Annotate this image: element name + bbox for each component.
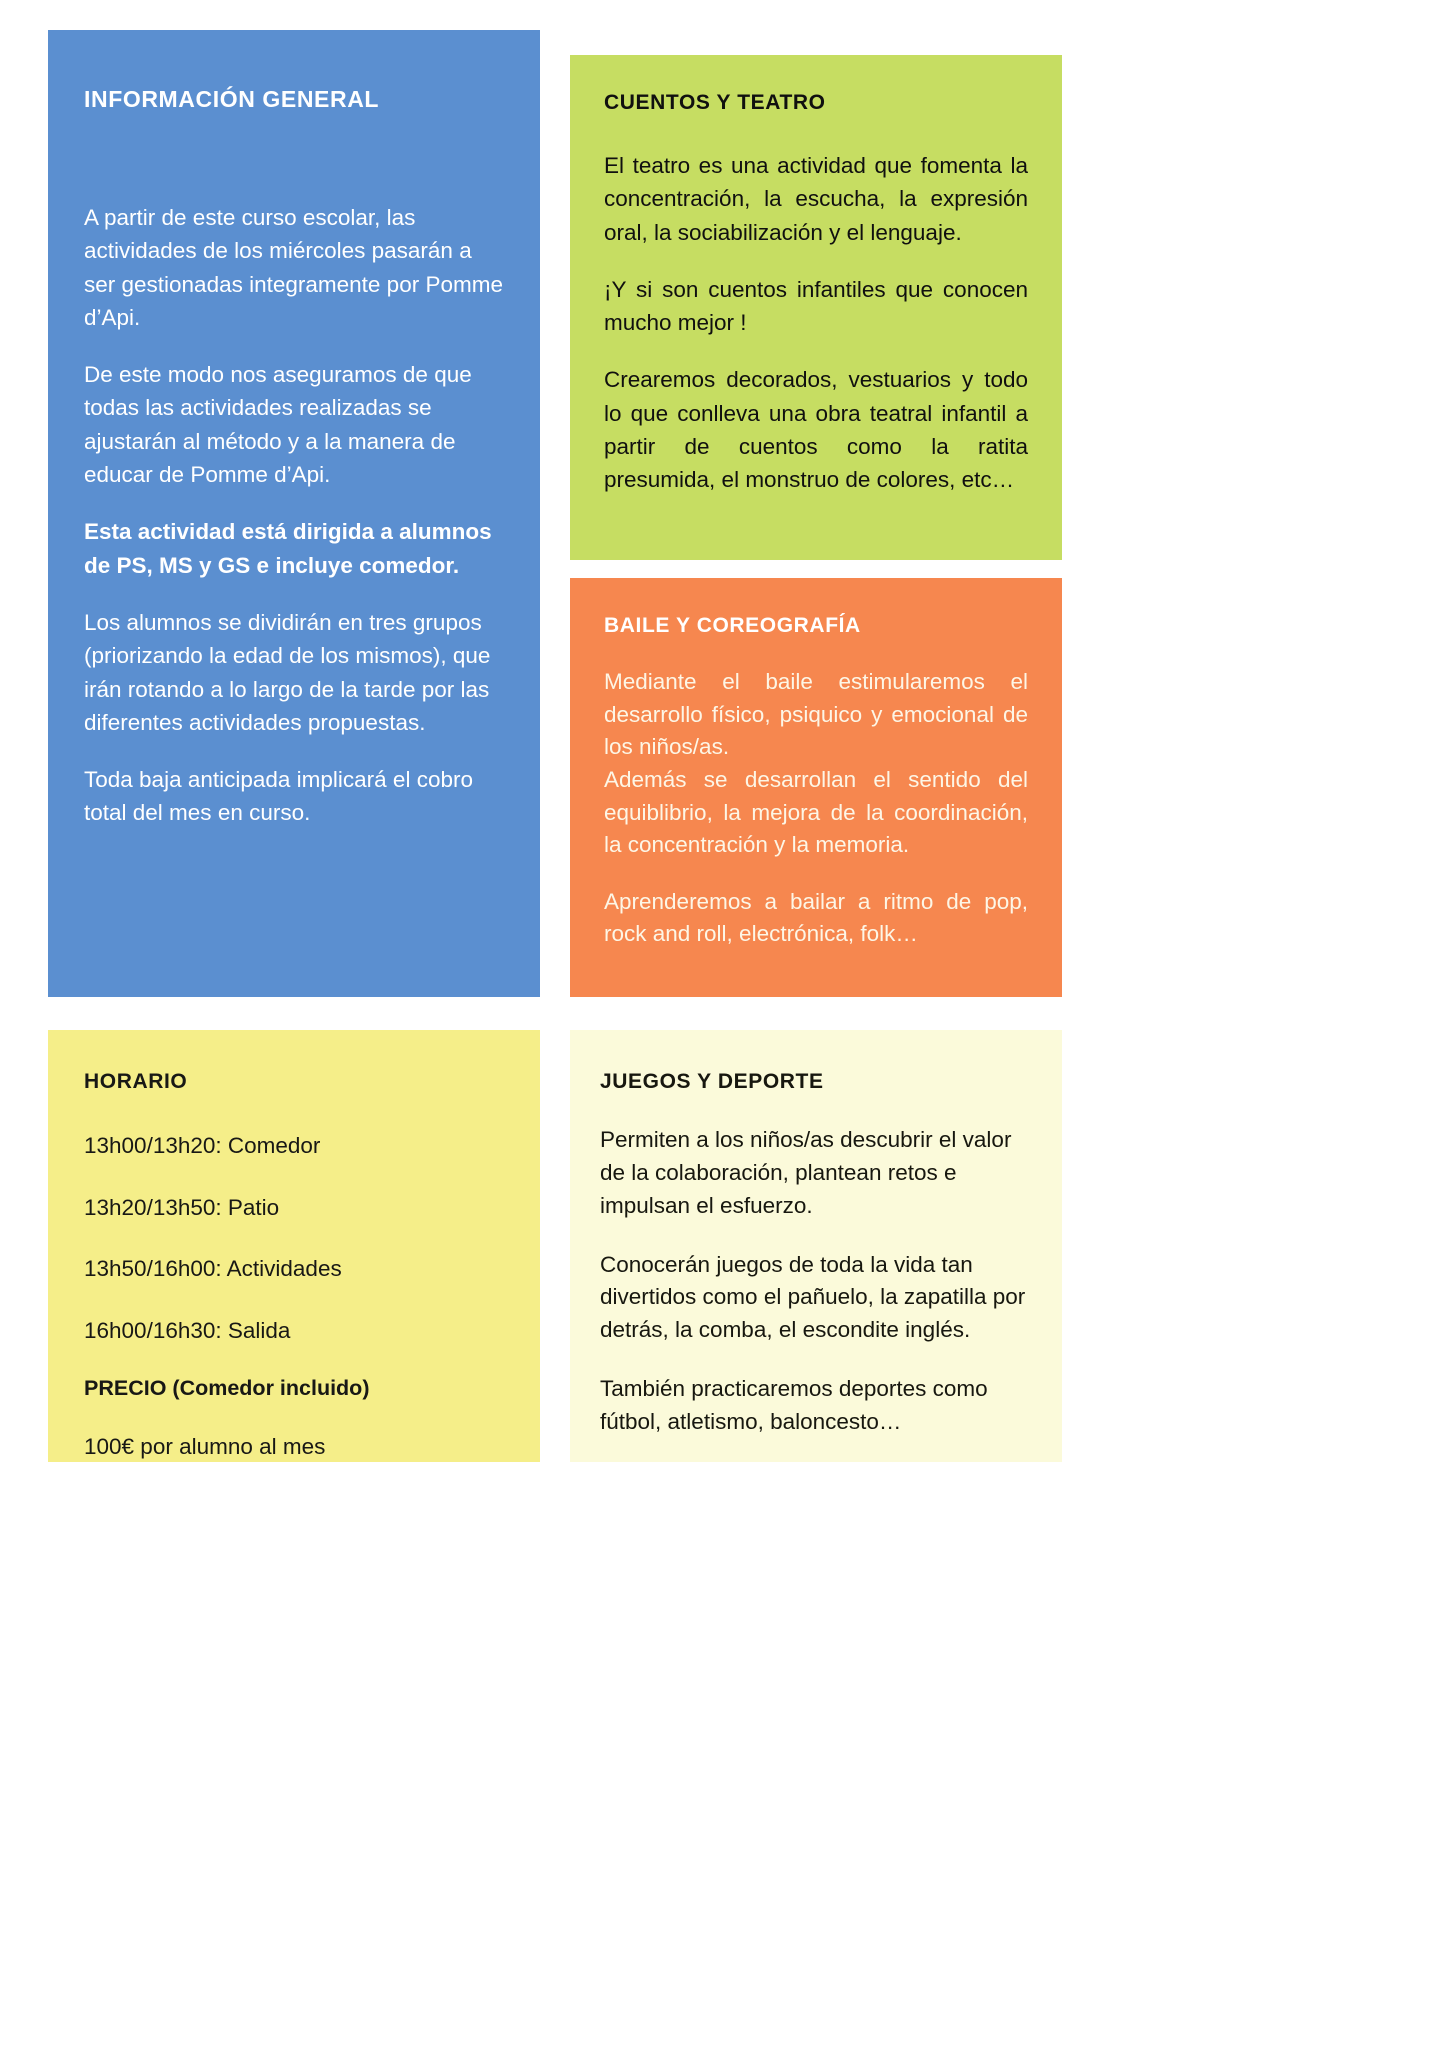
paragraph: Conocerán juegos de toda la vida tan divertidos como el pañuelo, la zapatilla por detrás, la comba, el escondite inglés. [600, 1251, 1026, 1343]
price-value: 100€ por alumno al mes [84, 1434, 326, 1459]
panel-juegos-y-deporte-body [600, 1124, 1028, 1439]
paragraph: Crearemos decorados, vestuarios y todo lo que conlleva una obra teatral infantil a partir de cuentos como la ratita presumida, el monstruo de colores, etc… [604, 367, 1028, 493]
panel-baile-y-coreografia [570, 578, 1062, 997]
schedule-row: 13h50/16h00: Actividades [84, 1256, 342, 1281]
paragraph: El teatro es una actividad que fomenta la concentración, la escucha, la expresión oral, la sociabilización y el lenguaje. [604, 153, 1028, 245]
panel-cuentos-y-teatro-title: CUENTOS Y TEATRO [604, 91, 826, 114]
paragraph: Aprenderemos a bailar a ritmo de pop, rock and roll, electrónica, folk… [604, 888, 1028, 947]
schedule-row: 13h00/13h20: Comedor [84, 1133, 321, 1158]
panel-cuentos-y-teatro-body [604, 149, 1028, 497]
schedule-row: 16h00/16h30: Salida [84, 1317, 291, 1343]
panel-informacion-general-body [84, 201, 504, 830]
schedule-row: 13h20/13h50: Patio [84, 1194, 280, 1220]
paragraph-highlight: Esta actividad está dirigida a alumnos de PS, MS y GS e incluye comedor. [84, 519, 492, 578]
panel-cuentos-y-teatro [570, 55, 1062, 560]
panel-horario [48, 1030, 540, 1462]
paragraph: Además se desarrollan el sentido del equiblibrio, la mejora de la coordinación, la concentración y la memoria. [604, 766, 1028, 858]
panel-juegos-y-deporte [570, 1030, 1062, 1462]
panel-informacion-general-title: INFORMACIÓN GENERAL [84, 86, 380, 112]
paragraph: ¡Y si son cuentos infantiles que conocen mucho mejor ! [604, 276, 1028, 336]
panel-informacion-general [48, 30, 540, 997]
paragraph: De este modo nos aseguramos de que todas las actividades realizadas se ajustarán al método y a la manera de educar de Pomme d’Api. [84, 362, 472, 488]
paragraph: Permiten a los niños/as descubrir el valor de la colaboración, plantean retos e impulsan el esfuerzo. [600, 1127, 1012, 1218]
paragraph: A partir de este curso escolar, las actividades de los miércoles pasarán a ser gestionadas integramente por Pomme d’Api. [84, 205, 503, 330]
paragraph: Toda baja anticipada implicará el cobro total del mes en curso. [84, 767, 473, 826]
panel-horario-title: HORARIO [84, 1070, 188, 1093]
panel-baile-y-coreografia-title: BAILE Y COREOGRAFÍA [604, 614, 861, 637]
paragraph: También practicaremos deportes como fútbol, atletismo, baloncesto… [600, 1376, 988, 1434]
paragraph: Los alumnos se dividirán en tres grupos (priorizando la edad de los mismos), que irán rotando a lo largo de la tarde por las diferentes actividades propuestas. [84, 609, 491, 735]
panel-juegos-y-deporte-title: JUEGOS Y DEPORTE [600, 1070, 824, 1093]
paragraph: Mediante el baile estimularemos el desarrollo físico, psiquico y emocional de los niños/as. [604, 669, 1028, 760]
price-title: PRECIO (Comedor incluido) [84, 1376, 370, 1400]
panel-baile-y-coreografia-body [604, 666, 1028, 951]
